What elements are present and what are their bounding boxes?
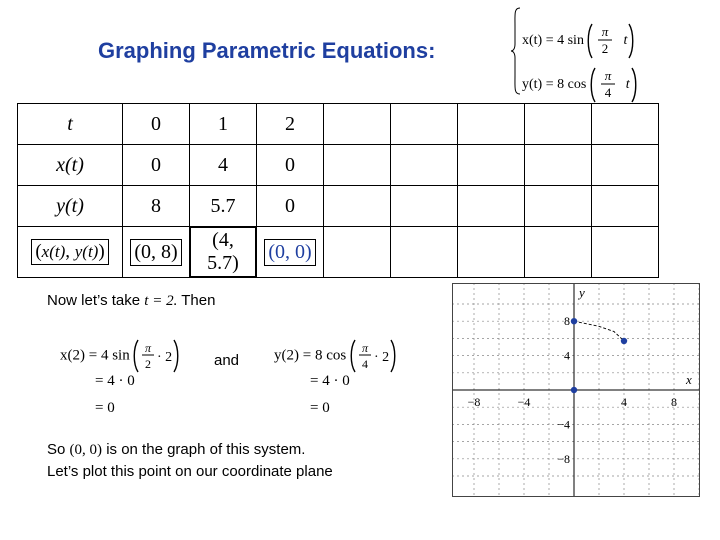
paren: ( [35,241,42,262]
x-calc-line3: = 0 [95,400,115,416]
points-header-x: x(t) [41,242,66,261]
point-box: (4, 5.7) [190,227,256,277]
table-cell-empty [525,145,592,186]
table-cell-empty [458,145,525,186]
x-calc-line2: = 4 · 0 [95,373,135,389]
x-calc-lhs: x(2) = 4 sin [60,347,130,364]
frac-den: 4 [361,357,368,371]
table-cell-empty [458,186,525,227]
table-cell-empty [391,227,458,278]
table-cell-empty [324,227,391,278]
table-cell-empty [525,227,592,278]
table-row [18,145,659,186]
comma: , [65,241,75,262]
tick-label-x: −4 [517,395,531,409]
step-intro [47,292,215,310]
y-calc-line1 [274,338,396,374]
tick-label-y: 8 [564,314,570,329]
equation-y-lhs: y(t) = 8 cos [522,77,587,93]
conclusion-line [47,441,305,459]
row-header-x: x(t) [18,145,123,186]
table-cell-empty [324,186,391,227]
equation-x-var: t [623,33,628,49]
table-cell: 0 [123,104,190,145]
table-cell: 0 [257,186,324,227]
so-prefix: So [47,441,66,458]
equation-y-var: t [625,77,630,93]
y-axis-label: y [579,285,585,300]
tick-label-y: −8 [557,451,570,466]
frac-den: 2 [145,357,152,371]
point-box: (0, 0) [264,239,315,266]
table-cell-empty [391,104,458,145]
intro-then: Then [181,292,216,309]
data-point [621,338,627,344]
table-cell [257,227,324,278]
x-axis-label: x [686,372,692,387]
fraction-paren [587,22,623,60]
points-header-y: y(t) [74,242,99,261]
table-cell-empty [525,186,592,227]
row-header-t: t [18,104,123,145]
equation-x [522,22,635,60]
equation-x-lhs: x(t) = 4 sin [522,33,584,49]
tick-labels [468,285,692,466]
times-two: · 2 [373,350,390,365]
frac-num: π [361,341,368,355]
tick-label-x: 4 [621,395,627,409]
tick-label-y: −4 [557,417,570,432]
frac-num: π [145,341,152,355]
table-cell: 4 [190,145,257,186]
x-calc-line1 [60,338,179,374]
row-header-y: y(t) [18,186,123,227]
frac-den: 2 [602,41,609,56]
table-cell-empty [324,104,391,145]
table-cell: 5.7 [190,186,257,227]
table-cell: 1 [190,104,257,145]
fraction-paren [133,338,179,374]
times-two: · 2 [157,350,173,365]
and-label: and [214,352,240,369]
so-suffix: is on the graph of this system. [106,441,306,458]
table-row [18,227,659,278]
close-paren [627,22,635,60]
table-row [18,186,659,227]
y-calc-line2: = 4 · 0 [310,373,350,389]
data-point [571,387,577,393]
plot-instruction: Let’s plot this point on our coordinate plane [47,463,333,480]
fraction-paren [590,66,626,104]
intro-text: Now let’s take [47,292,141,309]
table-cell: 0 [257,145,324,186]
y-calc-line3: = 0 [310,400,330,416]
tick-label-x: 8 [671,395,677,409]
page-title: Graphing Parametric Equations: [98,38,436,63]
table-cell-empty [592,186,659,227]
data-point [571,318,577,324]
fraction-paren [350,338,396,374]
table-cell: 0 [123,145,190,186]
table-cell: 2 [257,104,324,145]
frac-num: π [604,68,612,83]
table-cell [123,227,190,278]
y-calc-lhs: y(2) = 8 cos [274,347,347,364]
table-cell [190,227,257,278]
left-brace-icon [510,6,522,96]
table-row [18,104,659,145]
values-table [17,103,659,278]
table-cell-empty [458,227,525,278]
row-header-points [18,227,123,278]
frac-den: 4 [604,85,612,100]
table-cell-empty [592,227,659,278]
equation-y [522,66,638,104]
tick-label-y: 4 [564,348,570,363]
equation-system [510,6,645,100]
point-box: (0, 8) [130,239,181,266]
coordinate-plane [452,283,700,497]
table-cell-empty [592,104,659,145]
table-cell-empty [324,145,391,186]
table-cell-empty [458,104,525,145]
table-cell-empty [391,186,458,227]
paren: ) [98,241,105,262]
table-cell-empty [525,104,592,145]
close-paren [630,66,638,104]
so-point: (0, 0) [69,442,103,458]
table-cell-empty [592,145,659,186]
tick-label-x: −8 [467,395,481,409]
table-cell: 8 [123,186,190,227]
points-header-box [31,239,108,265]
table-cell-empty [391,145,458,186]
frac-num: π [602,24,609,39]
intro-math: t = 2. [144,293,178,309]
